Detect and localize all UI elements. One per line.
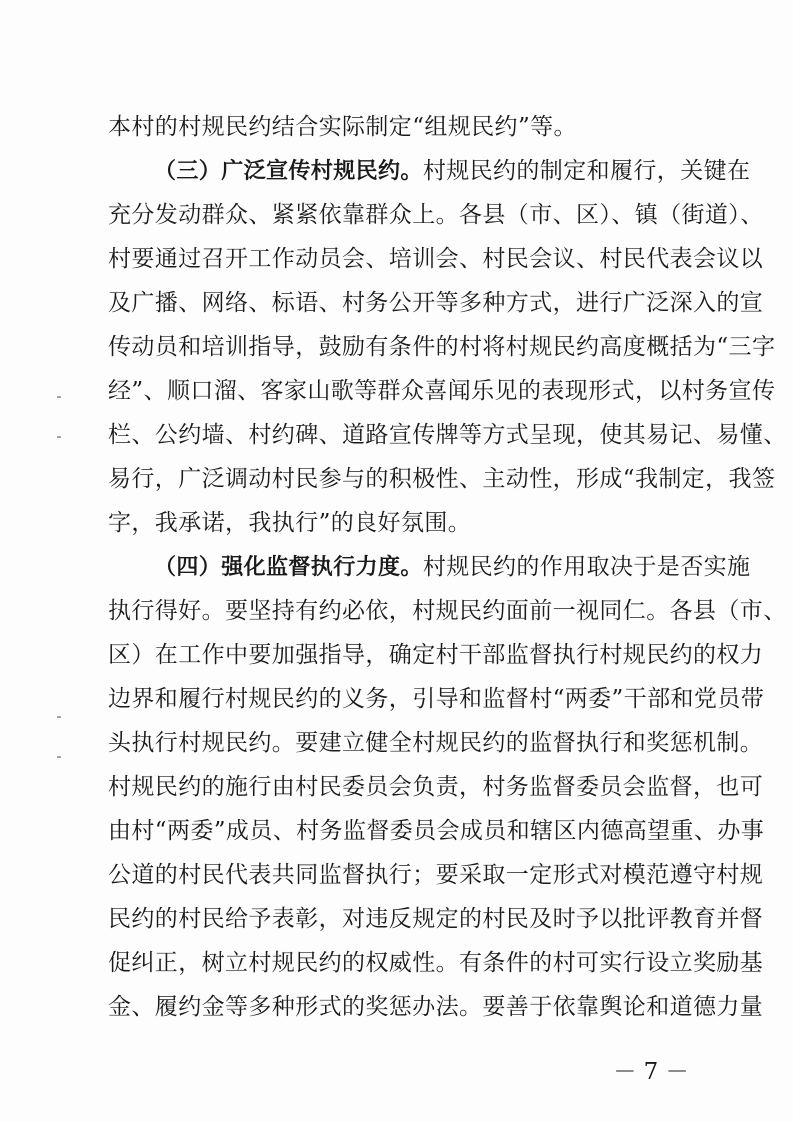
line-text: 充分发动群众、紧紧依靠群众上。各县（市、区）、镇（街道）、 (108, 202, 764, 228)
text-line (108, 723, 764, 763)
text-line (108, 591, 787, 631)
page-number: － 7 － (613, 1059, 689, 1085)
line-text: 头执行村规民约。要建立健全村规民约的监督执行和奖惩机制。 (108, 730, 764, 756)
binding-mark (57, 716, 61, 718)
binding-mark (57, 396, 61, 398)
text-line (108, 811, 765, 851)
binding-mark (57, 436, 61, 438)
text-line (108, 767, 764, 807)
section-heading: （三）广泛宣传村规民约。 (154, 159, 423, 184)
text-line (108, 987, 764, 1027)
line-text: 金、履约金等多种形式的奖惩办法。要善于依靠舆论和道德力量 (108, 994, 764, 1020)
text-line (108, 371, 776, 411)
text-line (108, 679, 765, 719)
line-text: 村要通过召开工作动员会、培训会、村民会议、村民代表会议以 (108, 246, 764, 272)
line-text: 本村的村规民约结合实际制定“组规民约”等。 (108, 114, 577, 140)
line-text: 栏、公约墙、村约碑、道路宣传牌等方式呈现，使其易记、易懂、 (108, 422, 787, 448)
text-line (108, 503, 688, 543)
text-line (108, 415, 787, 455)
line-text: 易行，广泛调动村民参与的积极性、主动性，形成“我制定，我签 (108, 466, 776, 492)
text-line (108, 195, 764, 235)
text-line (108, 283, 764, 323)
section-heading: （四）强化监督执行力度。 (154, 555, 423, 580)
text-line (108, 459, 776, 499)
line-text: 公道的村民代表共同监督执行；要采取一定形式对模范遵守村规 (108, 862, 764, 888)
line-text: 由村“两委”成员、村务监督委员会成员和辖区内德高望重、办事 (108, 818, 765, 844)
line-text: 及广播、网络、标语、村务公开等多种方式，进行广泛深入的宣 (108, 290, 764, 316)
text-line (154, 151, 751, 191)
line-text: 村规民约的施行由村民委员会负责，村务监督委员会监督，也可 (108, 774, 764, 800)
text-line (108, 635, 764, 675)
line-text: 促纠正，树立村规民约的权威性。有条件的村可实行设立奖励基 (108, 950, 764, 976)
text-line (108, 943, 764, 983)
line-text: 传动员和培训指导，鼓励有条件的村将村规民约高度概括为“三字 (108, 334, 776, 360)
line-text: 区）在工作中要加强指导，确定村干部监督执行村规民约的权力 (108, 642, 764, 668)
text-line (154, 547, 751, 587)
line-text: 村规民约的制定和履行，关键在 (422, 158, 751, 184)
line-text: 经”、顺口溜、客家山歌等群众喜闻乐见的表现形式，以村务宣传 (108, 378, 776, 404)
line-text: 执行得好。要坚持有约必依，村规民约面前一视同仁。各县（市、 (108, 598, 787, 624)
text-line (108, 899, 764, 939)
text-line (108, 327, 776, 367)
line-text: 民约的村民给予表彰，对违反规定的村民及时予以批评教育并督 (108, 906, 764, 932)
line-text: 字，我承诺，我执行”的良好氛围。 (108, 510, 472, 536)
text-line (108, 239, 764, 279)
text-line (108, 107, 688, 147)
line-text: 边界和履行村规民约的义务，引导和监督村“两委”干部和党员带 (108, 686, 765, 712)
binding-mark (57, 756, 61, 758)
text-line (108, 855, 764, 895)
line-text: 村规民约的作用取决于是否实施 (422, 554, 751, 580)
